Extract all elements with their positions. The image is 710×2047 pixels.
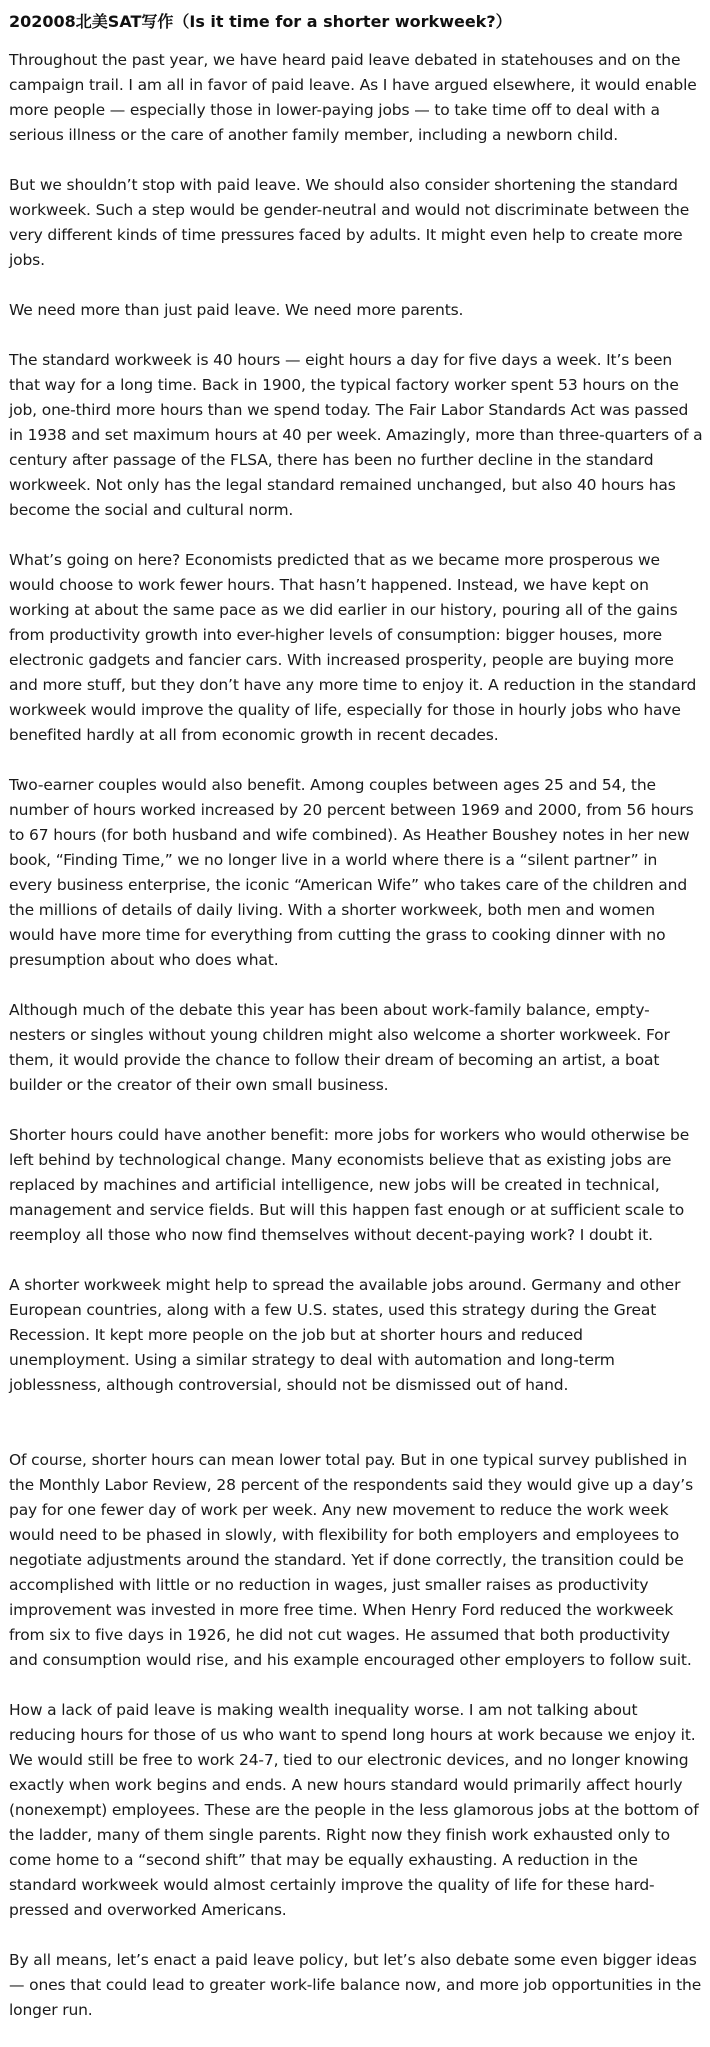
paragraph-5: What’s going on here? Economists predicted that as we became more prosperous we would choose to work fewer hours. That hasn’t happened. Instead, we have kept on working at about the same pace as we did earlier in our history, pouring all of the gains from productivity growth into ever-higher levels of consumption: bigger houses, more electronic gadgets and fancier cars. With increased prosperity, people are buying more and more stuff, but they don’t have any more time to enjoy it. A reduction in the standard workweek would improve the quality of life, especially for those in hourly jobs who have benefited hardly at all from economic growth in recent decades.	[9, 551, 697, 744]
paragraph-8: Shorter hours could have another benefit: more jobs for workers who would otherwise be left behind by technological change. Many economists believe that as existing jobs are replaced by machines and artificial intelligence, new jobs will be created in technical, management and service fields. But will this happen fast enough or at sufficient scale to reemploy all those who now find themselves without decent-paying work? I doubt it.	[9, 1126, 690, 1244]
paragraph-9: A shorter workweek might help to spread the available jobs around. Germany and other European countries, along with a few U.S. states, used this strategy during the Great Recession. It kept more people on the job but at shorter hours and reduced unemployment. Using a similar strategy to deal with automation and long-term joblessness, although controversial, should not be dismissed out of hand.	[9, 1276, 681, 1394]
paragraph-7: Although much of the debate this year has been about work-family balance, empty-nesters or singles without young children might also welcome a shorter workweek. For them, it would provide the chance to follow their dream of becoming an artist, a boat builder or the creator of their own small business.	[9, 1001, 670, 1094]
paragraph-10: Of course, shorter hours can mean lower total pay. But in one typical survey published in the Monthly Labor Review, 28 percent of the respondents said they would give up a day’s pay for one fewer day of work per week. Any new movement to reduce the work week would need to be phased in slowly, with flexibility for both employers and employees to negotiate adjustments around the standard. Yet if done correctly, the transition could be accomplished with little or no reduction in wages, just smaller raises as productivity improvement was invested in more free time. When Henry Ford reduced the workweek from six to five days in 1926, he did not cut wages. He assumed that both productivity and consumption would rise, and his example encouraged other employers to follow suit.	[9, 1451, 694, 1669]
paragraph-12: By all means, let’s enact a paid leave policy, but let’s also debate some even bigger ideas — ones that could lead to greater work-life balance now, and more job opportunities in the longer run.	[9, 1951, 702, 2019]
paragraph-4: The standard workweek is 40 hours — eight hours a day for five days a week. It’s been that way for a long time. Back in 1900, the typical factory worker spent 53 hours on the job, one-third more hours than we spend today. The Fair Labor Standards Act was passed in 1938 and set maximum hours at 40 per week. Amazingly, more than three-quarters of a century after passage of the FLSA, there has been no further decline in the standard workweek. Not only has the legal standard remained unchanged, but also 40 hours has become the social and cultural norm.	[9, 351, 703, 519]
paragraph-3: We need more than just paid leave. We need more parents.	[9, 301, 464, 319]
paragraph-6: Two-earner couples would also benefit. Among couples between ages 25 and 54, the number of hours worked increased by 20 percent between 1969 and 2000, from 56 hours to 67 hours (for both husband and wife combined). As Heather Boushey notes in her new book, “Finding Time,” we no longer live in a world where there is a “silent partner” in every business enterprise, the iconic “American Wife” who takes care of the children and the millions of details of daily living. With a shorter workweek, both men and women would have more time for everything from cutting the grass to cooking dinner with no presumption about who does what.	[9, 776, 694, 969]
paragraph-11: How a lack of paid leave is making wealth inequality worse. I am not talking about reducing hours for those of us who want to spend long hours at work because we enjoy it. We would still be free to work 24-7, tied to our electronic devices, and no longer knowing exactly when work begins and ends. A new hours standard would primarily affect hourly (nonexempt) employees. These are the people in the less glamorous jobs at the bottom of the ladder, many of them single parents. Right now they finish work exhausted only to come home to a “second shift” that may be equally exhausting. A reduction in the standard workweek would almost certainly improve the quality of life for these hard-pressed and overworked Americans.	[9, 1701, 699, 1919]
paragraph-1: Throughout the past year, we have heard paid leave debated in statehouses and on the campaign trail. I am all in favor of paid leave. As I have argued elsewhere, it would enable more people — especially those in lower-paying jobs — to take time off to deal with a serious illness or the care of another family member, including a newborn child.	[9, 51, 697, 144]
paragraph-2: But we shouldn’t stop with paid leave. We should also consider shortening the standard workweek. Such a step would be gender-neutral and would not discriminate between the very different kinds of time pressures faced by adults. It might even help to create more jobs.	[9, 176, 690, 269]
document-title: 202008北美SAT写作（Is it time for a shorter workweek?）	[9, 12, 512, 31]
